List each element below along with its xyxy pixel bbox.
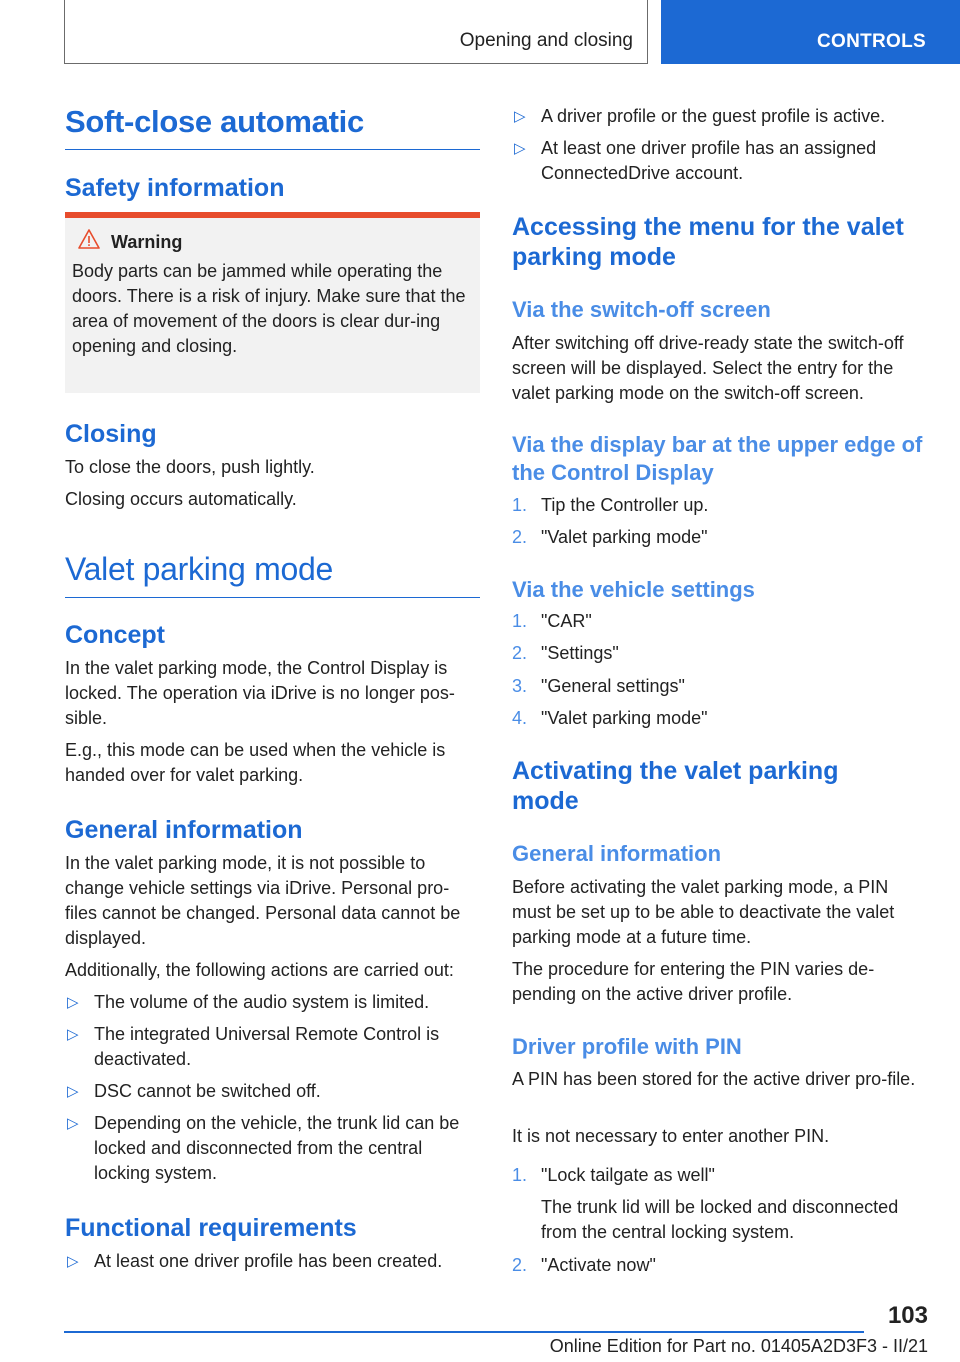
- header-chapter-title: CONTROLS: [816, 31, 926, 52]
- general-text-2: Additionally, the following actions are carried out:: [65, 960, 454, 980]
- general-text-1: In the valet parking mode, it is not possible to change vehicle settings via iDrive. Personal pro-files cannot be changed. Personal data cannot be displayed.: [65, 853, 461, 948]
- footer-edition-text: Online Edition for Part no. 01405A2D3F3 - II/21: [549, 1336, 928, 1356]
- triangle-right-icon: ▷: [67, 1083, 79, 1100]
- warning-title-text: Warning: [111, 232, 183, 252]
- heading-valet-parking-mode: Valet parking mode: [65, 551, 480, 598]
- heading-via-display-bar: Via the display bar at the upper edge of the Control Display: [512, 432, 923, 485]
- triangle-right-icon: ▷: [67, 1115, 79, 1132]
- header-chapter-box: [661, 0, 960, 64]
- triangle-right-icon: ▷: [67, 1026, 79, 1043]
- heading-concept: Concept: [65, 621, 165, 649]
- pin-text-1: A PIN has been stored for the active driver pro-file.: [512, 1069, 916, 1089]
- footer-edition: [550, 1336, 928, 1357]
- warning-triangle-icon: [78, 229, 100, 249]
- heading-via-vehicle-settings: Via the vehicle settings: [512, 577, 755, 602]
- activating-text-1: Before activating the valet parking mode, a PIN must be set up to be able to deactivate the valet parking mode at a future time.: [512, 877, 895, 947]
- closing-text-1: To close the doors, push lightly.: [65, 457, 315, 477]
- heading-general-information: General information: [65, 816, 303, 844]
- heading-general-information-2: General information: [512, 841, 722, 866]
- heading-via-switch-off-screen: Via the switch-off screen: [512, 297, 771, 322]
- activating-text-2: The procedure for entering the PIN varies de-pending on the active driver profile.: [512, 959, 875, 1004]
- header-section-title: Opening and closing: [459, 30, 633, 51]
- warning-title: [111, 232, 472, 253]
- closing-text-2: Closing occurs automatically.: [65, 489, 297, 509]
- heading-safety-information: Safety information: [65, 174, 285, 202]
- heading-functional-requirements: Functional requirements: [65, 1214, 357, 1242]
- pin-text-2: It is not necessary to enter another PIN.: [512, 1126, 830, 1146]
- warning-box: [65, 212, 480, 393]
- concept-text-2: E.g., this mode can be used when the vehicle is handed over for valet parking.: [65, 740, 446, 785]
- heading-accessing-menu: Accessing the menu for the valet parking mode: [512, 213, 904, 271]
- warning-body: Body parts can be jammed while operating the doors. There is a risk of injury. Make sure that the area of movement of the doors is clear dur-ing opening and closing.: [72, 261, 466, 356]
- triangle-right-icon: ▷: [67, 994, 79, 1011]
- heading-soft-close: Soft-close automatic: [65, 104, 480, 150]
- triangle-right-icon: ▷: [514, 140, 526, 157]
- heading-activating-valet: Activating the valet parking mode: [512, 757, 839, 815]
- pin-step-detail: The trunk lid will be locked and disconnected from the central locking system.: [541, 1197, 899, 1242]
- concept-text-1: In the valet parking mode, the Control Display is locked. The operation via iDrive is no longer pos-sible.: [65, 658, 455, 728]
- page-number: 103: [887, 1302, 928, 1329]
- triangle-right-icon: ▷: [67, 1253, 79, 1270]
- footer-divider: [64, 1331, 864, 1333]
- switch-off-text: After switching off drive-ready state the switch-off screen will be displayed. Select the entry for the valet parking mode on the switch-off screen.: [512, 333, 904, 403]
- heading-driver-profile-pin: Driver profile with PIN: [512, 1034, 742, 1059]
- header-section-box: [64, 0, 648, 64]
- triangle-right-icon: ▷: [514, 108, 526, 125]
- heading-closing: Closing: [65, 420, 157, 448]
